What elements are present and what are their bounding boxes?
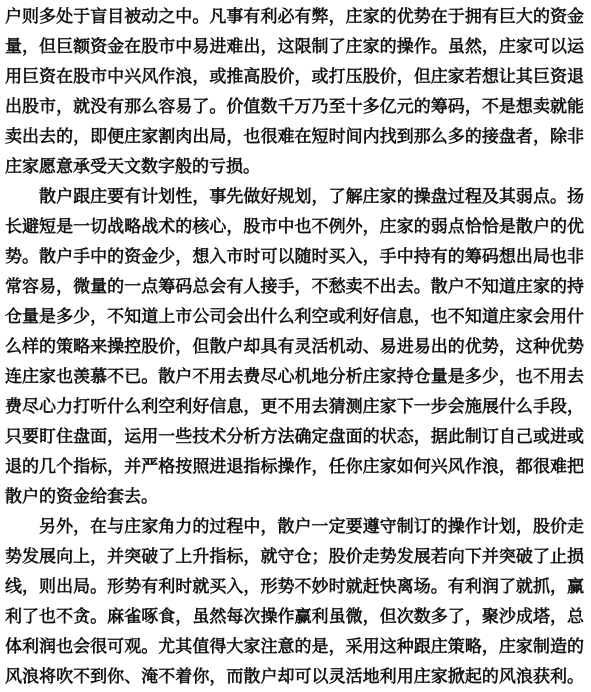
paragraph-first-line: 另外，在与庄家角力的过程中，散户一定要遵守制订的操作计划，股价走 <box>5 517 584 537</box>
text-line: 仓量是多少，不知道上市公司会出什么利空或利好信息，也不知道庄家会用什 <box>5 307 584 327</box>
text-line: 体利润也会很可观。尤其值得大家注意的是，采用这种跟庄策略，庄家制造的 <box>5 637 584 657</box>
text-line: 庄家愿意承受天文数字般的亏损。 <box>5 157 260 177</box>
text-line: 量，但巨额资金在股市中易进难出，这限制了庄家的操作。虽然，庄家可以运 <box>5 37 584 57</box>
text-line: 只要盯住盘面，运用一些技术分析方法确定盘面的状态，据此制订自己或进或 <box>5 427 584 447</box>
text-line: 退的几个指标，并严格按照进退指标操作，任你庄家如何兴风作浪，都很难把 <box>5 457 584 477</box>
text-line: 散户的资金给套去。 <box>5 487 158 507</box>
paragraph-first-line: 散户跟庄要有计划性，事先做好规划，了解庄家的操盘过程及其弱点。扬 <box>5 187 584 207</box>
text-line: 连庄家也羡慕不已。散户不用去费尽心机地分析庄家持仓量是多少，也不用去 <box>5 367 584 387</box>
text-line: 利了也不贪。麻雀啄食，虽然每次操作赢利虽微，但次数多了，聚沙成塔，总 <box>5 607 584 627</box>
text-line: 线，则出局。形势有利时就买入，形势不妙时就赶快离场。有利润了就抓，赢 <box>5 577 584 597</box>
text-line: 卖出去的，即便庄家割肉出局，也很难在短时间内找到那么多的接盘者，除非 <box>5 127 584 147</box>
text-line: 费尽心力打听什么利空利好信息，更不用去猜测庄家下一步会施展什么手段， <box>5 397 584 417</box>
text-line: 长避短是一切战略战术的核心，股市中也不例外，庄家的弱点恰恰是散户的优 <box>5 217 584 237</box>
text-line: 风浪将吹不到你、淹不着你，而散户却可以灵活地利用庄家掀起的风浪获利。 <box>5 667 584 687</box>
text-line: 户则多处于盲目被动之中。凡事有利必有弊，庄家的优势在于拥有巨大的资金 <box>5 7 584 27</box>
text-line: 势。散户手中的资金少，想入市时可以随时买入，手中持有的筹码想出局也非 <box>5 247 584 267</box>
text-line: 势发展向上，并突破了上升指标，就守仓；股价走势发展若向下并突破了止损 <box>5 547 584 567</box>
text-line: 常容易，微量的一点筹码总会有人接手，不愁卖不出去。散户不知道庄家的持 <box>5 277 584 297</box>
text-line: 出股市，就没有那么容易了。价值数千万乃至十多亿元的筹码，不是想卖就能 <box>5 97 584 117</box>
text-line: 用巨资在股市中兴风作浪，或推高股价，或打压股价，但庄家若想让其巨资退 <box>5 67 584 87</box>
text-line: 么样的策略来操控股价，但散户却具有灵活机动、易进易出的优势，这种优势 <box>5 337 584 357</box>
